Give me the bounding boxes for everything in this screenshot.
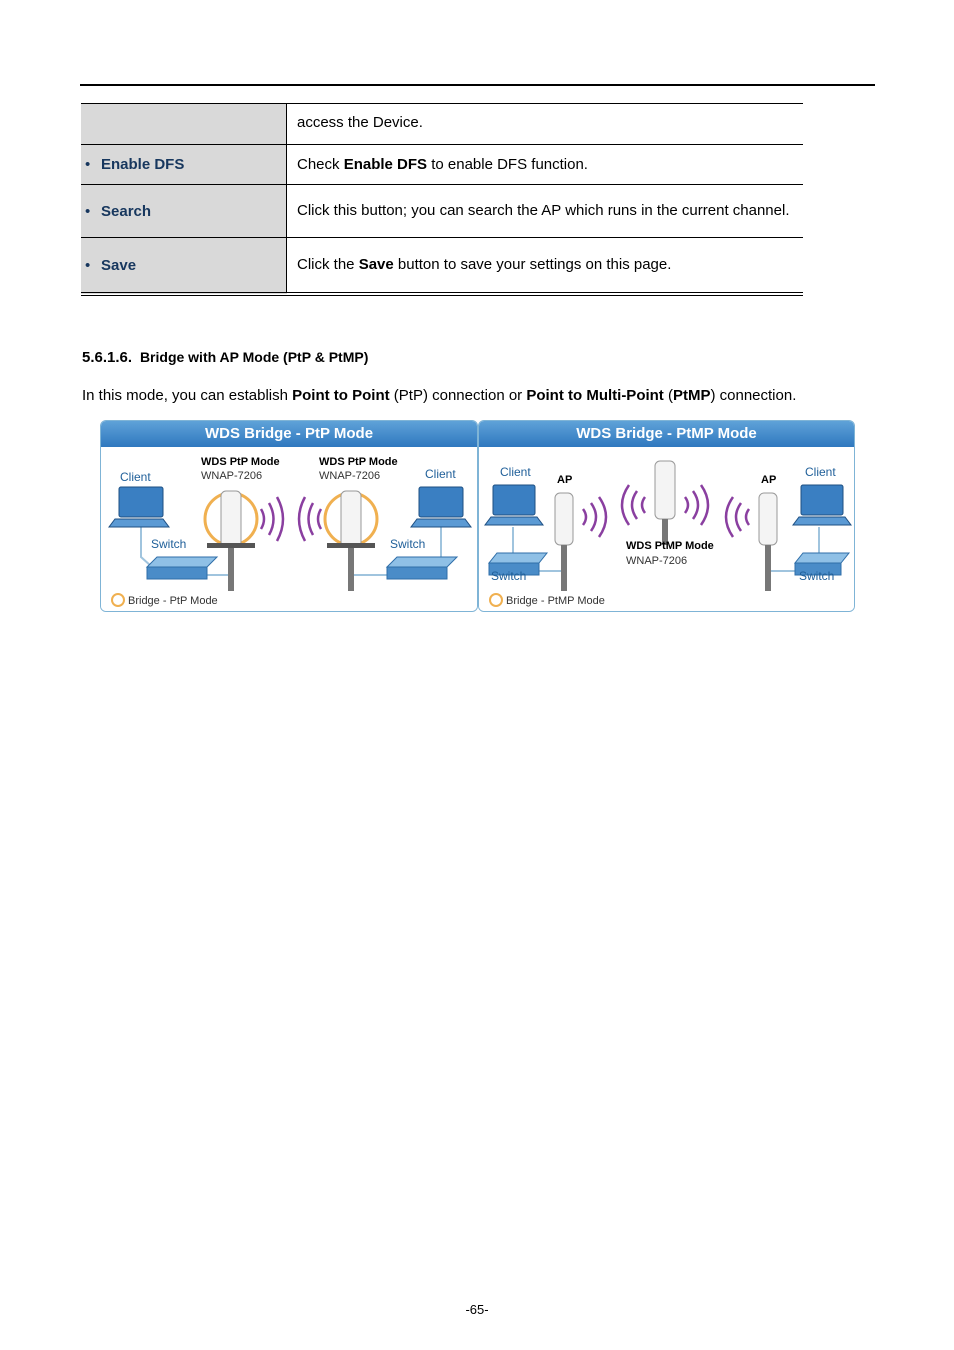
diagram-body — [101, 447, 477, 611]
client-label: Client — [425, 467, 456, 481]
param-desc-cell: Click the Save button to save your settings on this page. — [287, 238, 804, 295]
diagram-title: WDS Bridge - PtMP Mode — [479, 421, 854, 447]
ring-icon — [489, 593, 503, 607]
bullet-icon: • — [85, 156, 91, 173]
diagram-body — [479, 447, 854, 611]
switch-label: Switch — [799, 569, 835, 583]
client-label: Client — [500, 465, 531, 479]
parameter-table — [81, 103, 803, 296]
param-name-cell: • Enable DFS — [81, 145, 287, 185]
section-number: 5.6.1.6. — [82, 349, 133, 366]
switch-icon — [387, 557, 457, 579]
section-title: Bridge with AP Mode (PtP & PtMP) — [139, 349, 369, 365]
table-row — [81, 185, 803, 238]
table-row — [81, 238, 803, 295]
ap-model-label: WNAP-7206 — [626, 555, 688, 567]
diagram-ptmp — [478, 420, 855, 612]
ap-mode-label: WDS PtMP Mode — [626, 540, 714, 552]
switch-icon — [147, 557, 217, 579]
ring-icon — [111, 593, 125, 607]
diagram-footer: Bridge - PtP Mode — [111, 593, 218, 607]
diagram-title: WDS Bridge - PtP Mode — [101, 421, 477, 447]
ap-mode-label: WDS PtP Mode — [319, 456, 398, 468]
access-point-icon — [655, 461, 675, 545]
network-illustration — [479, 447, 854, 611]
switch-label: Switch — [151, 537, 187, 551]
network-illustration — [101, 447, 477, 611]
ap-model-label: WNAP-7206 — [201, 470, 263, 482]
ap-model-label: WNAP-7206 — [319, 470, 381, 482]
bullet-icon: • — [85, 202, 91, 220]
laptop-icon — [109, 487, 169, 527]
laptop-icon — [411, 487, 471, 527]
switch-label: Switch — [390, 537, 426, 551]
bullet-icon: • — [85, 256, 91, 274]
signal-waves-icon — [261, 497, 321, 541]
param-desc-cell: Check Enable DFS to enable DFS function. — [287, 145, 804, 185]
laptop-icon — [793, 485, 851, 525]
laptop-icon — [485, 485, 543, 525]
param-name-cell — [81, 104, 287, 145]
param-desc-cell: Click this button; you can search the AP which runs in the current channel. — [287, 185, 804, 238]
access-point-icon — [759, 493, 777, 591]
diagram-footer: Bridge - PtMP Mode — [489, 593, 605, 607]
section-heading — [82, 349, 368, 366]
param-name-cell: • Save — [81, 238, 287, 295]
param-desc-cell: access the Device. — [287, 104, 804, 145]
diagram-ptp — [100, 420, 478, 612]
table-row — [81, 104, 803, 145]
table-row — [81, 145, 803, 185]
param-name-cell: • Search — [81, 185, 287, 238]
ap-label: AP — [761, 474, 777, 486]
ap-label: AP — [557, 474, 573, 486]
intro-paragraph: In this mode, you can establish Point to Point (PtP) connection or Point to Multi-Point (PtMP) connection. — [82, 387, 797, 404]
client-label: Client — [120, 470, 151, 484]
ap-mode-label: WDS PtP Mode — [201, 456, 280, 468]
page-number: -65- — [465, 1302, 489, 1317]
switch-label: Switch — [491, 569, 527, 583]
client-label: Client — [805, 465, 836, 479]
header-rule — [80, 84, 875, 86]
access-point-icon — [555, 493, 573, 591]
